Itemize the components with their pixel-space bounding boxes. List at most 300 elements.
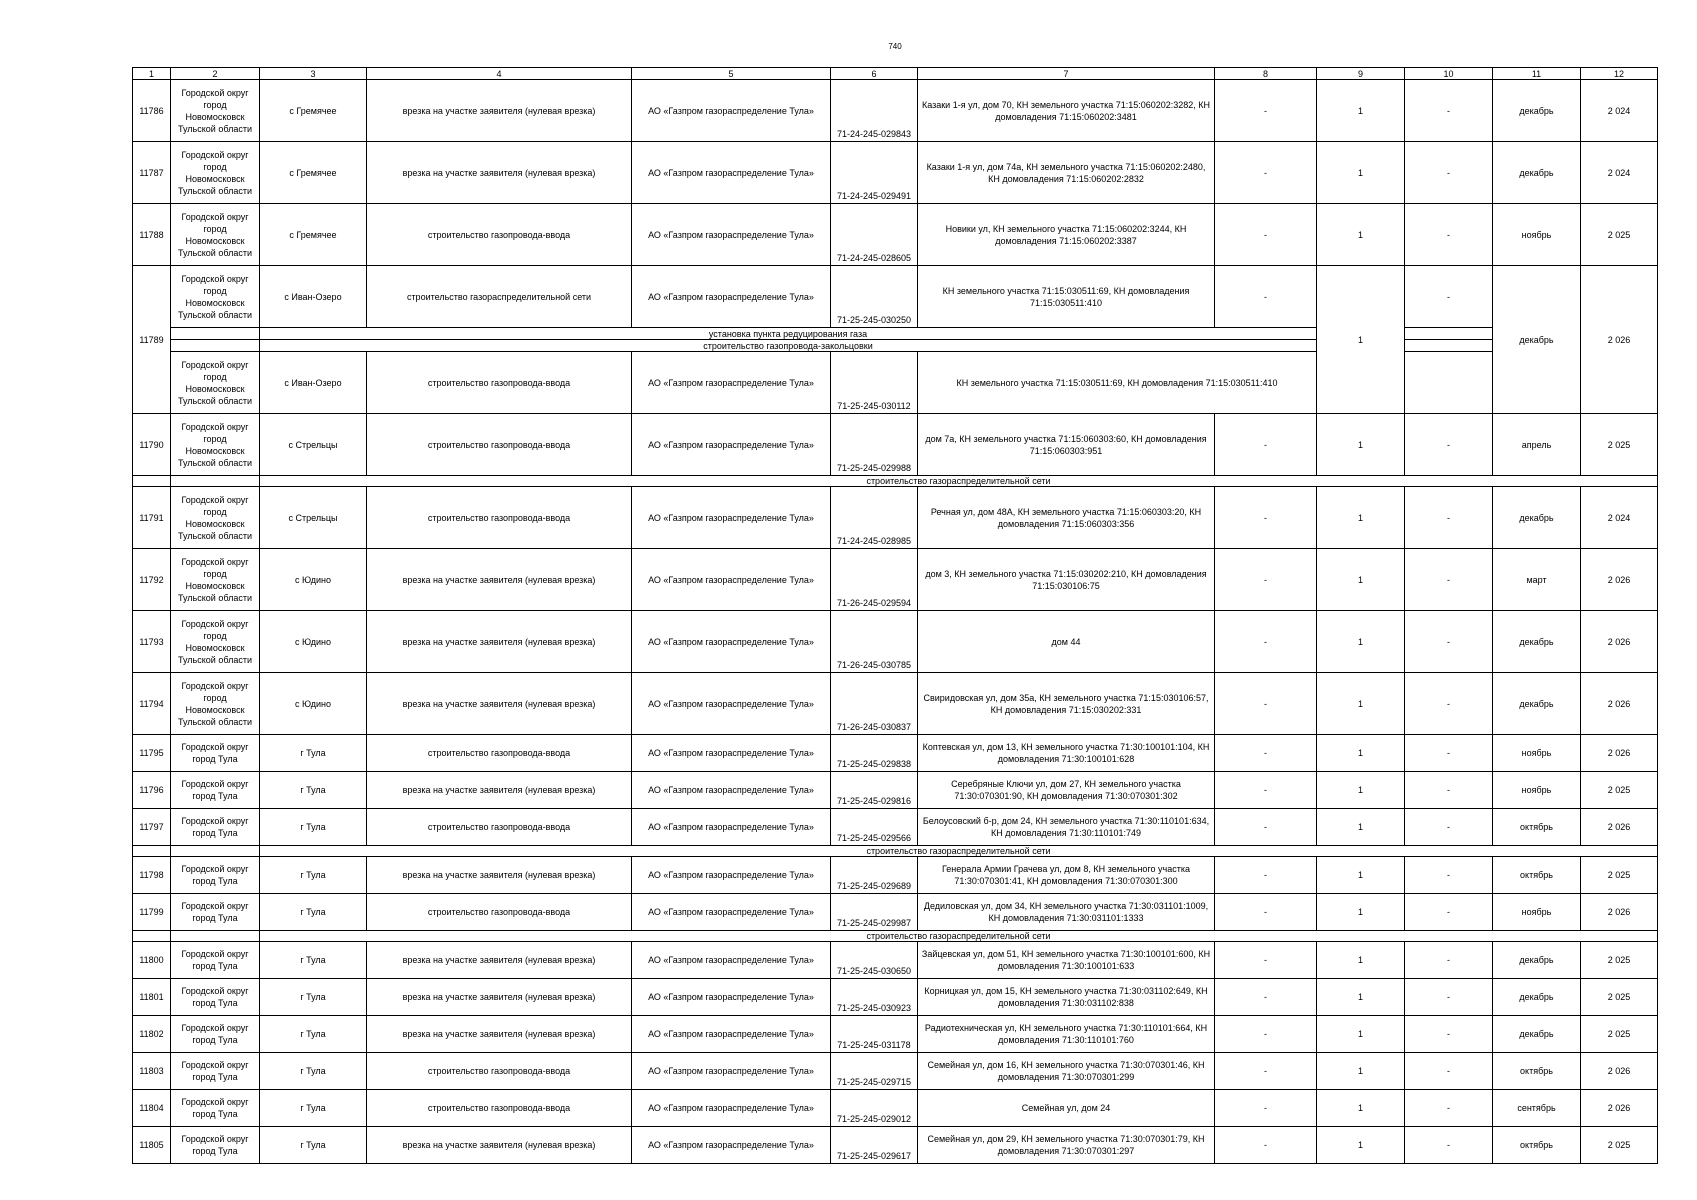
locality-cell: г Тула xyxy=(260,1090,367,1127)
work-type-cell: врезка на участке заявителя (нулевая врезка) xyxy=(367,857,632,894)
locality-cell: г Тула xyxy=(260,809,367,846)
col9-cell: 1 xyxy=(1317,772,1405,809)
row-number: 11787 xyxy=(133,142,171,204)
organization-cell: АО «Газпром газораспределение Тула» xyxy=(632,772,831,809)
code-cell: 71-25-245-029988 xyxy=(831,414,918,476)
row-number: 11793 xyxy=(133,611,171,673)
area-cell: Городской округ город Новомосковск Тульской области xyxy=(171,352,260,414)
work-type-cell: врезка на участке заявителя (нулевая врезка) xyxy=(367,549,632,611)
organization-cell: АО «Газпром газораспределение Тула» xyxy=(632,142,831,204)
organization-cell: АО «Газпром газораспределение Тула» xyxy=(632,1053,831,1090)
section-separator: строительство газораспределительной сети xyxy=(260,846,1658,857)
code-cell: 71-25-245-029617 xyxy=(831,1127,918,1164)
month-cell: март xyxy=(1493,549,1581,611)
col10-cell: - xyxy=(1405,414,1493,476)
area-cell: Городской округ город Тула xyxy=(171,809,260,846)
row-number: 11804 xyxy=(133,1090,171,1127)
col9-cell: 1 xyxy=(1317,1053,1405,1090)
col8-cell: - xyxy=(1215,549,1317,611)
organization-cell: АО «Газпром газораспределение Тула» xyxy=(632,1127,831,1164)
area-cell: Городской округ город Тула xyxy=(171,857,260,894)
address-cell: КН земельного участка 71:15:030511:69, КН домовладения 71:15:030511:410 xyxy=(918,266,1215,328)
col10-cell: - xyxy=(1405,142,1493,204)
table-row xyxy=(133,266,1658,328)
code-cell: 71-26-245-030837 xyxy=(831,673,918,735)
year-cell: 2 025 xyxy=(1581,204,1658,266)
row-number: 11801 xyxy=(133,979,171,1016)
col8-cell: - xyxy=(1215,857,1317,894)
work-type-cell: строительство газопровода-ввода xyxy=(367,352,632,414)
work-type-cell: врезка на участке заявителя (нулевая врезка) xyxy=(367,142,632,204)
row-number: 11794 xyxy=(133,673,171,735)
organization-cell: АО «Газпром газораспределение Тула» xyxy=(632,894,831,931)
month-cell: декабрь xyxy=(1493,673,1581,735)
table-row xyxy=(133,1053,1658,1090)
work-type-cell: врезка на участке заявителя (нулевая врезка) xyxy=(367,979,632,1016)
table-row xyxy=(133,1090,1658,1127)
work-type-cell: врезка на участке заявителя (нулевая врезка) xyxy=(367,611,632,673)
month-cell: ноябрь xyxy=(1493,894,1581,931)
month-cell: ноябрь xyxy=(1493,204,1581,266)
address-cell: Казаки 1-я ул, дом 74а, КН земельного участка 71:15:060202:2480, КН домовладения 71:15:060202:2832 xyxy=(918,142,1215,204)
work-type-cell: строительство газопровода-ввода xyxy=(367,894,632,931)
year-cell: 2 024 xyxy=(1581,80,1658,142)
col10-cell: - xyxy=(1405,266,1493,328)
sep-empty-cell xyxy=(133,931,171,942)
locality-cell: г Тула xyxy=(260,1127,367,1164)
address-cell: Зайцевская ул, дом 51, КН земельного участка 71:30:100101:600, КН домовладения 71:30:100101:633 xyxy=(918,942,1215,979)
organization-cell: АО «Газпром газораспределение Тула» xyxy=(632,204,831,266)
table-row xyxy=(133,673,1658,735)
locality-cell: с Юдино xyxy=(260,673,367,735)
sep-empty-cell xyxy=(171,846,260,857)
organization-cell: АО «Газпром газораспределение Тула» xyxy=(632,549,831,611)
address-cell: Белоусовский б-р, дом 24, КН земельного участка 71:30:110101:634, КН домовладения 71:30:110101:749 xyxy=(918,809,1215,846)
month-cell: сентябрь xyxy=(1493,1090,1581,1127)
code-cell: 71-26-245-029594 xyxy=(831,549,918,611)
row-number: 11802 xyxy=(133,1016,171,1053)
row-number: 11790 xyxy=(133,414,171,476)
sub-empty-cell xyxy=(1405,340,1493,352)
col9-cell: 1 xyxy=(1317,735,1405,772)
col8-cell: - xyxy=(1215,611,1317,673)
col8-cell: - xyxy=(1215,673,1317,735)
month-cell: декабрь xyxy=(1493,266,1581,414)
col8-cell: - xyxy=(1215,894,1317,931)
code-cell: 71-25-245-029012 xyxy=(831,1090,918,1127)
month-cell: октябрь xyxy=(1493,809,1581,846)
work-type-cell: врезка на участке заявителя (нулевая врезка) xyxy=(367,1016,632,1053)
table-row xyxy=(133,846,1658,857)
year-cell: 2 026 xyxy=(1581,611,1658,673)
work-type-cell: врезка на участке заявителя (нулевая врезка) xyxy=(367,1127,632,1164)
year-cell: 2 025 xyxy=(1581,1016,1658,1053)
address-cell: Семейная ул, дом 16, КН земельного участка 71:30:070301:46, КН домовладения 71:30:070301:299 xyxy=(918,1053,1215,1090)
col8-cell: - xyxy=(1215,735,1317,772)
section-separator: строительство газораспределительной сети xyxy=(260,476,1658,487)
year-cell: 2 026 xyxy=(1581,735,1658,772)
code-cell: 71-25-245-030650 xyxy=(831,942,918,979)
area-cell: Городской округ город Тула xyxy=(171,942,260,979)
code-cell: 71-25-245-029715 xyxy=(831,1053,918,1090)
organization-cell: АО «Газпром газораспределение Тула» xyxy=(632,979,831,1016)
table-row xyxy=(133,1127,1658,1164)
year-cell: 2 026 xyxy=(1581,1090,1658,1127)
sep-empty-cell xyxy=(171,476,260,487)
code-cell: 71-25-245-031178 xyxy=(831,1016,918,1053)
col8-cell: - xyxy=(1215,414,1317,476)
month-cell: апрель xyxy=(1493,414,1581,476)
area-cell: Городской округ город Тула xyxy=(171,1127,260,1164)
organization-cell: АО «Газпром газораспределение Тула» xyxy=(632,266,831,328)
work-type-cell: строительство газопровода-ввода xyxy=(367,809,632,846)
table-row xyxy=(133,476,1658,487)
col10-cell: - xyxy=(1405,549,1493,611)
locality-cell: с Гремячее xyxy=(260,204,367,266)
organization-cell: АО «Газпром газораспределение Тула» xyxy=(632,1090,831,1127)
month-cell: ноябрь xyxy=(1493,772,1581,809)
col9-cell: 1 xyxy=(1317,487,1405,549)
col9-cell: 1 xyxy=(1317,979,1405,1016)
area-cell: Городской округ город Тула xyxy=(171,1016,260,1053)
page-number: 740 xyxy=(888,42,902,51)
col8-cell: - xyxy=(1215,1127,1317,1164)
col8-cell: - xyxy=(1215,266,1317,328)
col10-cell: - xyxy=(1405,673,1493,735)
col9-cell: 1 xyxy=(1317,894,1405,931)
month-cell: декабрь xyxy=(1493,611,1581,673)
area-cell: Городской округ город Новомосковск Тульской области xyxy=(171,142,260,204)
code-cell: 71-25-245-029987 xyxy=(831,894,918,931)
column-header: 10 xyxy=(1405,68,1493,80)
organization-cell: АО «Газпром газораспределение Тула» xyxy=(632,735,831,772)
area-cell: Городской округ город Новомосковск Тульской области xyxy=(171,204,260,266)
table-row xyxy=(133,942,1658,979)
work-type-cell: строительство газопровода-ввода xyxy=(367,735,632,772)
month-cell: декабрь xyxy=(1493,979,1581,1016)
col8-cell: - xyxy=(1215,487,1317,549)
month-cell: декабрь xyxy=(1493,142,1581,204)
row-number: 11803 xyxy=(133,1053,171,1090)
year-cell: 2 024 xyxy=(1581,142,1658,204)
row-number: 11797 xyxy=(133,809,171,846)
year-cell: 2 025 xyxy=(1581,942,1658,979)
address-cell: Новики ул, КН земельного участка 71:15:060202:3244, КН домовладения 71:15:060202:3387 xyxy=(918,204,1215,266)
locality-cell: г Тула xyxy=(260,894,367,931)
row-number: 11786 xyxy=(133,80,171,142)
row-number: 11791 xyxy=(133,487,171,549)
code-cell: 71-24-245-028605 xyxy=(831,204,918,266)
col9-cell: 1 xyxy=(1317,414,1405,476)
year-cell: 2 026 xyxy=(1581,1053,1658,1090)
month-cell: декабрь xyxy=(1493,942,1581,979)
col10-cell: - xyxy=(1405,1053,1493,1090)
col10-cell: - xyxy=(1405,735,1493,772)
month-cell: октябрь xyxy=(1493,1053,1581,1090)
area-cell: Городской округ город Тула xyxy=(171,894,260,931)
col8-cell: - xyxy=(1215,142,1317,204)
address-cell: Семейная ул, дом 24 xyxy=(918,1090,1215,1127)
row-number: 11796 xyxy=(133,772,171,809)
col9-cell: 1 xyxy=(1317,1090,1405,1127)
code-cell: 71-25-245-029816 xyxy=(831,772,918,809)
organization-cell: АО «Газпром газораспределение Тула» xyxy=(632,809,831,846)
row-number: 11788 xyxy=(133,204,171,266)
address-cell: дом 3, КН земельного участка 71:15:030202:210, КН домовладения 71:15:030106:75 xyxy=(918,549,1215,611)
col10-cell: - xyxy=(1405,857,1493,894)
column-header: 7 xyxy=(918,68,1215,80)
col10-cell: - xyxy=(1405,772,1493,809)
col10-cell: - xyxy=(1405,611,1493,673)
col9-cell: 1 xyxy=(1317,142,1405,204)
work-type-cell: строительство газопровода-ввода xyxy=(367,414,632,476)
gas-connection-table xyxy=(132,67,1658,1164)
col9-cell: 1 xyxy=(1317,549,1405,611)
address-cell: Коптевская ул, дом 13, КН земельного участка 71:30:100101:104, КН домовладения 71:30:100101:628 xyxy=(918,735,1215,772)
row-number: 11798 xyxy=(133,857,171,894)
col10-cell: - xyxy=(1405,979,1493,1016)
column-header: 12 xyxy=(1581,68,1658,80)
work-type-cell: строительство газопровода-ввода xyxy=(367,1090,632,1127)
col10-cell: - xyxy=(1405,80,1493,142)
code-cell: 71-25-245-029566 xyxy=(831,809,918,846)
work-type-cell: строительство газораспределительной сети xyxy=(367,266,632,328)
area-cell: Городской округ город Тула xyxy=(171,735,260,772)
organization-cell: АО «Газпром газораспределение Тула» xyxy=(632,673,831,735)
row-number: 11799 xyxy=(133,894,171,931)
area-cell: Городской округ город Новомосковск Тульской области xyxy=(171,80,260,142)
area-cell: Городской округ город Новомосковск Тульской области xyxy=(171,611,260,673)
month-cell: декабрь xyxy=(1493,487,1581,549)
column-header: 1 xyxy=(133,68,171,80)
col9-cell: 1 xyxy=(1317,942,1405,979)
address-cell: Серебряные Ключи ул, дом 27, КН земельного участка 71:30:070301:90, КН домовладения 71:30:070301:302 xyxy=(918,772,1215,809)
locality-cell: г Тула xyxy=(260,735,367,772)
sub-empty-cell xyxy=(1405,328,1493,340)
work-type-cell: врезка на участке заявителя (нулевая врезка) xyxy=(367,942,632,979)
table-row xyxy=(133,340,1658,352)
code-cell: 71-25-245-030250 xyxy=(831,266,918,328)
area-cell: Городской округ город Новомосковск Тульской области xyxy=(171,487,260,549)
table-row xyxy=(133,1016,1658,1053)
code-cell: 71-25-245-030112 xyxy=(831,352,918,414)
year-cell: 2 025 xyxy=(1581,979,1658,1016)
col8-cell: - xyxy=(1215,80,1317,142)
locality-cell: с Юдино xyxy=(260,611,367,673)
year-cell: 2 026 xyxy=(1581,266,1658,414)
work-type-cell: строительство газопровода-ввода xyxy=(367,204,632,266)
year-cell: 2 026 xyxy=(1581,549,1658,611)
locality-cell: с Юдино xyxy=(260,549,367,611)
code-cell: 71-24-245-028985 xyxy=(831,487,918,549)
month-cell: октябрь xyxy=(1493,1127,1581,1164)
organization-cell: АО «Газпром газораспределение Тула» xyxy=(632,487,831,549)
area-cell: Городской округ город Новомосковск Тульской области xyxy=(171,549,260,611)
row-number: 11805 xyxy=(133,1127,171,1164)
year-cell: 2 024 xyxy=(1581,487,1658,549)
sub-empty-cell xyxy=(171,328,260,340)
col10-cell: - xyxy=(1405,1016,1493,1053)
work-type-cell: врезка на участке заявителя (нулевая врезка) xyxy=(367,673,632,735)
work-type-cell: строительство газопровода-ввода xyxy=(367,1053,632,1090)
locality-cell: с Стрельцы xyxy=(260,487,367,549)
month-cell: октябрь xyxy=(1493,857,1581,894)
locality-cell: г Тула xyxy=(260,1053,367,1090)
table-row xyxy=(133,735,1658,772)
row-number: 11792 xyxy=(133,549,171,611)
table-row xyxy=(133,549,1658,611)
year-cell: 2 025 xyxy=(1581,857,1658,894)
col10-cell: - xyxy=(1405,204,1493,266)
col8-cell: - xyxy=(1215,1053,1317,1090)
address-cell: Радиотехническая ул, КН земельного участка 71:30:110101:664, КН домовладения 71:30:110101:760 xyxy=(918,1016,1215,1053)
col9-cell: 1 xyxy=(1317,1016,1405,1053)
locality-cell: г Тула xyxy=(260,772,367,809)
col9-cell: 1 xyxy=(1317,266,1405,414)
area-cell: Городской округ город Новомосковск Тульской области xyxy=(171,266,260,328)
table-row xyxy=(133,68,1658,80)
organization-cell: АО «Газпром газораспределение Тула» xyxy=(632,414,831,476)
sub-empty-cell xyxy=(171,340,260,352)
col10-cell: - xyxy=(1405,809,1493,846)
column-header: 2 xyxy=(171,68,260,80)
sep-empty-cell xyxy=(133,846,171,857)
col8-cell: - xyxy=(1215,772,1317,809)
area-cell: Городской округ город Тула xyxy=(171,772,260,809)
col9-cell: 1 xyxy=(1317,204,1405,266)
col9-cell: 1 xyxy=(1317,611,1405,673)
organization-cell: АО «Газпром газораспределение Тула» xyxy=(632,352,831,414)
sub-work-label: установка пункта редуцирования газа xyxy=(260,328,1317,340)
locality-cell: г Тула xyxy=(260,942,367,979)
table-row xyxy=(133,931,1658,942)
address-cell: Казаки 1-я ул, дом 70, КН земельного участка 71:15:060202:3282, КН домовладения 71:15:060202:3481 xyxy=(918,80,1215,142)
table-row xyxy=(133,352,1658,414)
organization-cell: АО «Газпром газораспределение Тула» xyxy=(632,942,831,979)
month-cell: декабрь xyxy=(1493,80,1581,142)
locality-cell: с Стрельцы xyxy=(260,414,367,476)
table-row xyxy=(133,894,1658,931)
sep-empty-cell xyxy=(133,476,171,487)
table-row xyxy=(133,142,1658,204)
col10-cell: - xyxy=(1405,487,1493,549)
col8-cell: - xyxy=(1215,942,1317,979)
year-cell: 2 025 xyxy=(1581,414,1658,476)
table-row xyxy=(133,857,1658,894)
locality-cell: г Тула xyxy=(260,857,367,894)
col9-cell: 1 xyxy=(1317,1127,1405,1164)
year-cell: 2 026 xyxy=(1581,673,1658,735)
code-cell: 71-24-245-029843 xyxy=(831,80,918,142)
address-cell: Генерала Армии Грачева ул, дом 8, КН земельного участка 71:30:070301:41, КН домовладения 71:30:070301:300 xyxy=(918,857,1215,894)
table-row xyxy=(133,328,1658,340)
table-row xyxy=(133,80,1658,142)
area-cell: Городской округ город Новомосковск Тульской области xyxy=(171,673,260,735)
sub-work-label: строительство газопровода-закольцовки xyxy=(260,340,1317,352)
year-cell: 2 025 xyxy=(1581,772,1658,809)
year-cell: 2 026 xyxy=(1581,894,1658,931)
table-row xyxy=(133,487,1658,549)
table-row xyxy=(133,809,1658,846)
col8-cell: - xyxy=(1215,979,1317,1016)
locality-cell: г Тула xyxy=(260,1016,367,1053)
sep-empty-cell xyxy=(171,931,260,942)
work-type-cell: врезка на участке заявителя (нулевая врезка) xyxy=(367,772,632,809)
col10-cell: - xyxy=(1405,894,1493,931)
col10-cell: - xyxy=(1405,942,1493,979)
col8-cell: - xyxy=(1215,204,1317,266)
col10-cell: - xyxy=(1405,1090,1493,1127)
code-cell: 71-24-245-029491 xyxy=(831,142,918,204)
table-row xyxy=(133,611,1658,673)
section-separator: строительство газораспределительной сети xyxy=(260,931,1658,942)
address-cell: Речная ул, дом 48А, КН земельного участка 71:15:060303:20, КН домовладения 71:15:060303:356 xyxy=(918,487,1215,549)
work-type-cell: строительство газопровода-ввода xyxy=(367,487,632,549)
address-cell: Свиридовская ул, дом 35а, КН земельного участка 71:15:030106:57, КН домовладения 71:15:030202:331 xyxy=(918,673,1215,735)
year-cell: 2 025 xyxy=(1581,1127,1658,1164)
locality-cell: с Иван-Озеро xyxy=(260,352,367,414)
column-header: 9 xyxy=(1317,68,1405,80)
organization-cell: АО «Газпром газораспределение Тула» xyxy=(632,80,831,142)
column-header: 5 xyxy=(632,68,831,80)
address-cell: дом 7а, КН земельного участка 71:15:060303:60, КН домовладения 71:15:060303:951 xyxy=(918,414,1215,476)
locality-cell: с Иван-Озеро xyxy=(260,266,367,328)
col9-cell: 1 xyxy=(1317,673,1405,735)
col10-cell: - xyxy=(1405,1127,1493,1164)
organization-cell: АО «Газпром газораспределение Тула» xyxy=(632,611,831,673)
table-row xyxy=(133,979,1658,1016)
address-cell: Дедиловская ул, дом 34, КН земельного участка 71:30:031101:1009, КН домовладения 71:30:031101:1333 xyxy=(918,894,1215,931)
table-row xyxy=(133,204,1658,266)
area-cell: Городской округ город Тула xyxy=(171,979,260,1016)
month-cell: ноябрь xyxy=(1493,735,1581,772)
column-header: 11 xyxy=(1493,68,1581,80)
code-cell: 71-25-245-029838 xyxy=(831,735,918,772)
col9-cell: 1 xyxy=(1317,80,1405,142)
locality-cell: г Тула xyxy=(260,979,367,1016)
column-header: 3 xyxy=(260,68,367,80)
locality-cell: с Гремячее xyxy=(260,142,367,204)
column-header: 6 xyxy=(831,68,918,80)
table-row xyxy=(133,414,1658,476)
area-cell: Городской округ город Тула xyxy=(171,1053,260,1090)
col8-cell: - xyxy=(1215,809,1317,846)
address-cell: Корницкая ул, дом 15, КН земельного участка 71:30:031102:649, КН домовладения 71:30:031102:838 xyxy=(918,979,1215,1016)
organization-cell: АО «Газпром газораспределение Тула» xyxy=(632,857,831,894)
code-cell: 71-25-245-030923 xyxy=(831,979,918,1016)
row-number: 11795 xyxy=(133,735,171,772)
row-number: 11789 xyxy=(133,266,171,414)
column-header: 8 xyxy=(1215,68,1317,80)
address-cell: КН земельного участка 71:15:030511:69, КН домовладения 71:15:030511:410 xyxy=(918,352,1317,414)
col9-cell: 1 xyxy=(1317,809,1405,846)
col8-cell: - xyxy=(1215,1090,1317,1127)
row-number: 11800 xyxy=(133,942,171,979)
col10-cell xyxy=(1405,352,1493,414)
code-cell: 71-25-245-029689 xyxy=(831,857,918,894)
code-cell: 71-26-245-030785 xyxy=(831,611,918,673)
column-header: 4 xyxy=(367,68,632,80)
table-row xyxy=(133,772,1658,809)
area-cell: Городской округ город Тула xyxy=(171,1090,260,1127)
col8-cell: - xyxy=(1215,1016,1317,1053)
organization-cell: АО «Газпром газораспределение Тула» xyxy=(632,1016,831,1053)
work-type-cell: врезка на участке заявителя (нулевая врезка) xyxy=(367,80,632,142)
area-cell: Городской округ город Новомосковск Тульской области xyxy=(171,414,260,476)
year-cell: 2 026 xyxy=(1581,809,1658,846)
address-cell: дом 44 xyxy=(918,611,1215,673)
col9-cell: 1 xyxy=(1317,857,1405,894)
